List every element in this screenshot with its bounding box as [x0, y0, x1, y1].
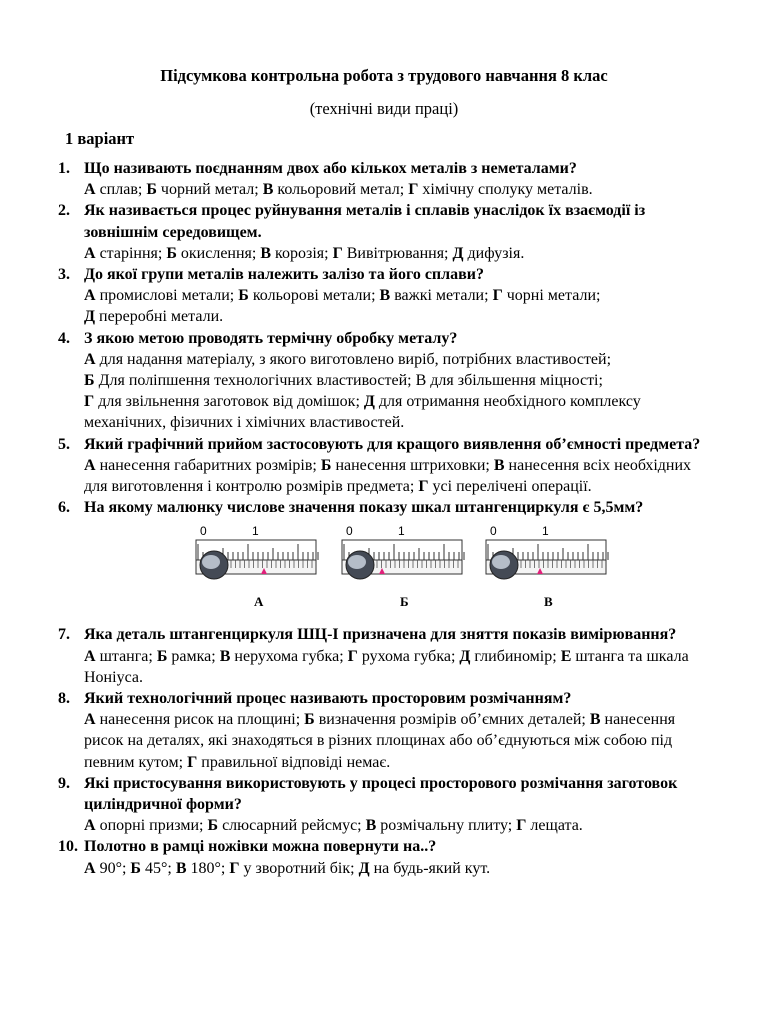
- option-letter: А: [84, 181, 96, 199]
- scale-label-0: 0: [346, 524, 353, 539]
- option-letter: В: [365, 817, 377, 835]
- figure-label: А: [254, 594, 264, 610]
- question-number: 4.: [58, 329, 70, 347]
- question-text: Яка деталь штангенциркуля ШЦ-І призначена для зняття показів вимірювання?: [84, 626, 677, 644]
- scale-label-0: 0: [490, 524, 497, 539]
- option-letter: Г: [84, 393, 95, 411]
- answer-options: А для надання матеріалу, з якого виготовлено виріб, потрібних властивостей;: [84, 350, 612, 368]
- answer-options: А нанесення рисок на площині; Б визначення розмірів об’ємних деталей; В нанесення рисок на деталях, які знаходяться в різних площинах або об’єднуються між собою під певним кутом; Г правильної відповіді немає.: [84, 711, 676, 771]
- question-text: На якому малюнку числове значення показу шкал штангенциркуля є 5,5мм?: [84, 499, 644, 517]
- option-letter: Д: [358, 859, 370, 877]
- option-letter: А: [84, 711, 96, 729]
- option-letter: А: [84, 817, 96, 835]
- option-letter: Г: [492, 287, 503, 305]
- option-letter: Б: [166, 244, 177, 262]
- question-item: [58, 328, 708, 434]
- option-letter: В: [589, 711, 601, 729]
- option-letter: Б: [130, 859, 141, 877]
- caliper-figure-Б: [338, 518, 468, 620]
- question-item: [58, 836, 708, 878]
- option-letter: Г: [187, 753, 198, 771]
- answer-options: Д переробні метали.: [84, 308, 224, 326]
- option-letter: В: [175, 859, 187, 877]
- option-letter: Г: [408, 181, 419, 199]
- question-text: Який технологічний процес називають просторовим розмічанням?: [84, 690, 572, 708]
- page-title: Підсумкова контрольна робота з трудового навчання 8 клас: [160, 66, 608, 85]
- question-item: [58, 624, 708, 688]
- figure-label: В: [544, 594, 553, 610]
- option-letter: А: [84, 647, 96, 665]
- option-letter: Д: [459, 647, 471, 665]
- answer-options: А 90°; Б 45°; В 180°; Г у зворотний бік; Д на будь-який кут.: [84, 859, 491, 877]
- question-item: [58, 497, 708, 518]
- question-text: Який графічний прийом застосовують для кращого виявлення об’ємності предмета?: [84, 435, 701, 453]
- option-letter: В: [219, 647, 231, 665]
- question-item: [58, 264, 708, 328]
- scale-label-0: 0: [200, 524, 207, 539]
- question-number: 10.: [58, 838, 78, 856]
- roller-highlight: [202, 555, 220, 569]
- question-number: 2.: [58, 202, 70, 220]
- option-letter: Д: [363, 393, 375, 411]
- question-number: 5.: [58, 435, 70, 453]
- question-item: [58, 434, 708, 498]
- question-text: Як називається процес руйнування металів і сплавів унаслідок їх взаємодії із зовнішнім середовищем.: [84, 202, 646, 241]
- option-letter: Г: [332, 244, 343, 262]
- figure-label: Б: [400, 594, 409, 610]
- caliper-figures: [58, 518, 708, 624]
- page-subtitle: (технічні види праці): [309, 99, 459, 118]
- option-letter: А: [84, 244, 96, 262]
- option-letter: Б: [238, 287, 249, 305]
- option-letter: Б: [156, 647, 168, 665]
- option-letter: А: [84, 859, 96, 877]
- option-letter: В: [379, 287, 391, 305]
- option-letter: Г: [418, 478, 429, 496]
- option-letter: Г: [516, 817, 527, 835]
- question-item: [58, 200, 708, 264]
- option-letter: А: [84, 287, 96, 305]
- question-number: 1.: [58, 160, 70, 177]
- question-text: Що називають поєднанням двох або кількох металів з неметалами?: [84, 160, 577, 177]
- scale-label-1: 1: [252, 524, 259, 539]
- question-text: Які пристосування використовують у процесі просторового розмічання заготовок циліндричної форми?: [84, 774, 678, 814]
- option-letter: Б: [304, 711, 315, 729]
- question-item: [58, 773, 708, 837]
- answer-options: Б Для поліпшення технологічних властивостей; В для збільшення міцності;: [84, 372, 603, 390]
- answer-options: А промислові метали; Б кольорові метали; В важкі метали; Г чорні метали;: [84, 287, 601, 305]
- caliper-figure: [192, 518, 322, 626]
- question-item: [58, 158, 708, 200]
- question-number: 7.: [58, 626, 70, 644]
- question-text: До якої групи металів належить залізо та його сплави?: [84, 266, 484, 284]
- option-letter: Г: [229, 859, 240, 877]
- option-letter: В: [493, 456, 505, 474]
- option-letter: Б: [84, 372, 95, 390]
- question-text: Полотно в рамці ножівки можна повернути на..?: [84, 838, 437, 856]
- answer-options: А старіння; Б окислення; В корозія; Г Вивітрювання; Д дифузія.: [84, 244, 525, 262]
- question-number: 3.: [58, 266, 70, 284]
- scale-label-1: 1: [398, 524, 405, 539]
- question-text: З якою метою проводять термічну обробку металу?: [84, 329, 458, 347]
- variant-label: 1 варіант: [65, 129, 135, 148]
- question-number: 6.: [58, 499, 70, 517]
- option-letter: А: [84, 456, 96, 474]
- caliper-figure: [338, 518, 468, 626]
- question-list: [58, 158, 708, 879]
- answer-options: А опорні призми; Б слюсарний рейсмус; В розмічальну плиту; Г лещата.: [84, 817, 583, 835]
- option-letter: В: [260, 244, 272, 262]
- option-letter: Б: [320, 456, 332, 474]
- roller-highlight: [492, 555, 510, 569]
- caliper-figure: [482, 518, 612, 626]
- option-letter: Д: [84, 308, 96, 326]
- answer-options: А штанга; Б рамка; В нерухома губка; Г рухома губка; Д глибиномір; Е штанга та шкала Ноніуса.: [84, 647, 689, 686]
- answer-options: Г для звільнення заготовок від домішок; Д для отримання необхідного комплексу механічних, фізичних і хімічних властивостей.: [84, 393, 641, 432]
- question-item: [58, 688, 708, 773]
- scale-label-1: 1: [542, 524, 549, 539]
- answer-options: А нанесення габаритних розмірів; Б нанесення штриховки; В нанесення всіх необхідних для виготовлення і контролю розмірів предмета; Г усі перелічені операції.: [84, 456, 692, 496]
- option-letter: Е: [560, 647, 572, 665]
- roller-highlight: [348, 555, 366, 569]
- option-letter: Б: [207, 817, 219, 835]
- option-letter: А: [84, 350, 96, 368]
- question-number: 9.: [58, 774, 70, 792]
- caliper-figure-А: [192, 518, 322, 620]
- option-letter: В: [262, 181, 274, 199]
- question-number: 8.: [58, 690, 70, 708]
- option-letter: Д: [452, 244, 464, 262]
- caliper-figure-В: [482, 518, 612, 620]
- answer-options: А сплав; Б чорний метал; В кольоровий метал; Г хімічну сполуку металів.: [84, 181, 593, 199]
- option-letter: Г: [347, 647, 358, 665]
- option-letter: Б: [146, 181, 157, 199]
